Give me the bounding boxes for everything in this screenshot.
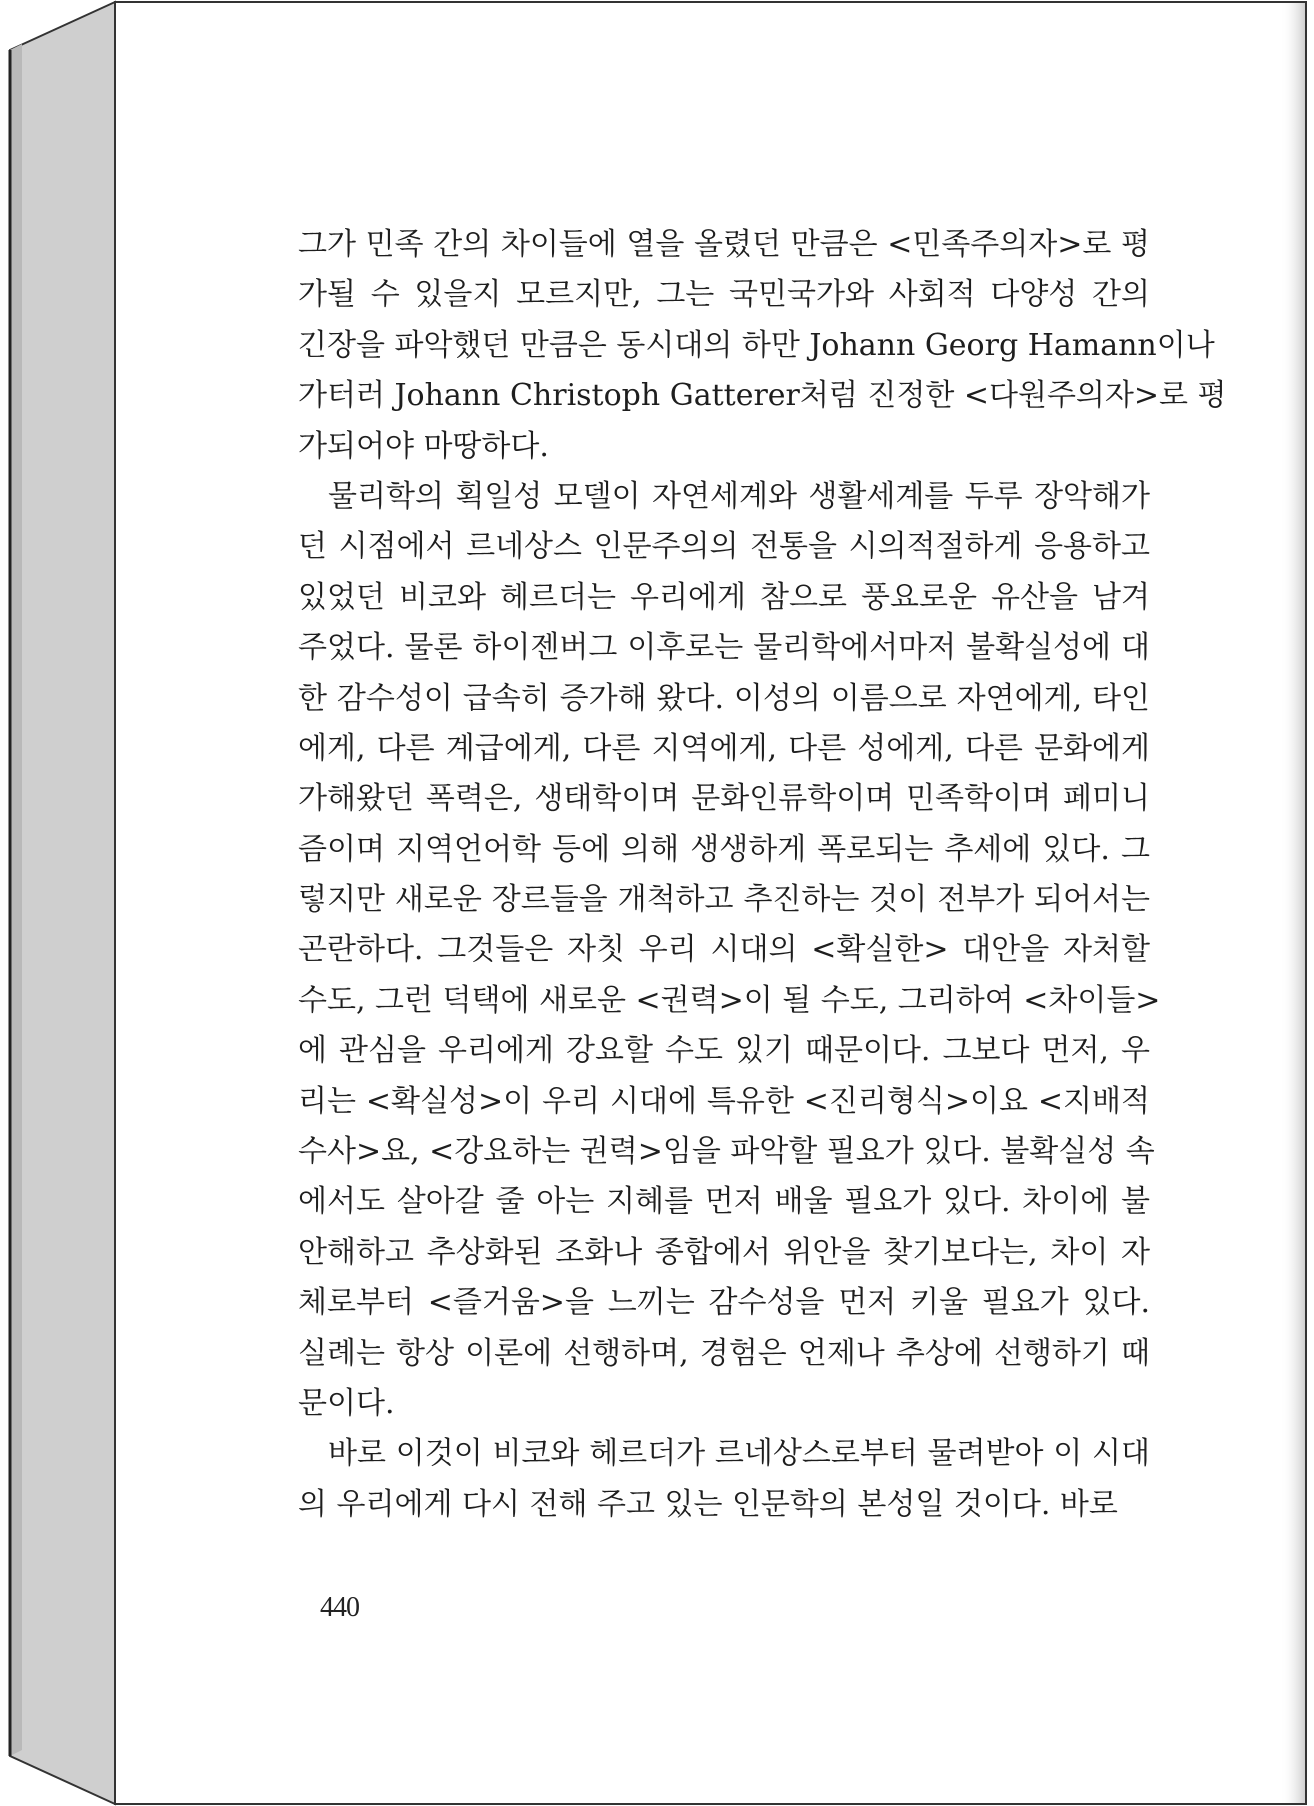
text-line: 수사>요, <강요하는 권력>임을 파악할 필요가 있다. 불확실성 속 [298,1134,1155,1170]
paragraph [298,220,1227,472]
text-line: 체로부터 <즐거움>을 느끼는 감수성을 먼저 키울 필요가 있다. [298,1285,1150,1321]
text-line: 즘이며 지역언어학 등에 의해 생생하게 폭로되는 추세에 있다. 그 [298,831,1150,867]
text-line: 던 시점에서 르네상스 인문주의의 전통을 시의적절하게 응용하고 [298,529,1150,565]
text-line: 물리학의 획일성 모델이 자연세계와 생활세계를 두루 장악해가 [328,478,1150,514]
text-line: 주었다. 물론 하이젠버그 이후로는 물리학에서마저 불확실성에 대 [298,630,1150,666]
book-spine [10,2,115,1804]
text-line: 에 관심을 우리에게 강요할 수도 있기 때문이다. 그보다 먼저, 우 [298,1033,1150,1069]
book-spine-shadow [10,44,22,1756]
text-line: 문이다. [298,1385,395,1421]
text-line: 있었던 비코와 헤르더는 우리에게 참으로 풍요로운 유산을 남겨 [298,579,1150,615]
text-line: 에게, 다른 계급에게, 다른 지역에게, 다른 성에게, 다른 문화에게 [298,730,1150,766]
text-line: 한 감수성이 급속히 증가해 왔다. 이성의 이름으로 자연에게, 타인 [298,680,1150,716]
text-line: 가되어야 마땅하다. [298,428,549,464]
text-line: 수도, 그런 덕택에 새로운 <권력>이 될 수도, 그리하여 <차이들> [298,982,1161,1018]
text-line: 바로 이것이 비코와 헤르더가 르네상스로부터 물려받아 이 시대 [328,1436,1150,1472]
text-line: 실례는 항상 이론에 선행하며, 경험은 언제나 추상에 선행하기 때 [298,1335,1150,1371]
text-line: 가터러 Johann Christoph Gatterer처럼 진정한 <다원주의자>로 평 [298,378,1227,414]
text-line: 가해왔던 폭력은, 생태학이며 문화인류학이며 민족학이며 페미니 [298,781,1150,817]
text-line: 가될 수 있을지 모르지만, 그는 국민국가와 사회적 다양성 간의 [298,277,1150,313]
text-line: 긴장을 파악했던 만큼은 동시대의 하만 Johann Georg Hamann이나 [298,327,1215,363]
page-number: 440 [320,1592,359,1623]
text-line: 에서도 살아갈 줄 아는 지혜를 먼저 배울 필요가 있다. 차이에 불 [298,1184,1150,1220]
text-line: 곤란하다. 그것들은 자칫 우리 시대의 <확실한> 대안을 자처할 [298,932,1150,968]
paragraph [298,472,1161,1429]
text-line: 그가 민족 간의 차이들에 열을 올렸던 만큼은 <민족주의자>로 평 [298,227,1150,262]
body-text [298,220,1227,1530]
text-line: 렇지만 새로운 장르들을 개척하고 추진하는 것이 전부가 되어서는 [298,882,1150,918]
paragraph [298,1429,1150,1530]
text-line: 의 우리에게 다시 전해 주고 있는 인문학의 본성일 것이다. 바로 [298,1486,1118,1522]
text-line: 안해하고 추상화된 조화나 종합에서 위안을 찾기보다는, 차이 자 [298,1234,1150,1270]
page [115,2,1306,1802]
text-line: 리는 <확실성>이 우리 시대에 특유한 <진리형식>이요 <지배적 [298,1083,1150,1119]
